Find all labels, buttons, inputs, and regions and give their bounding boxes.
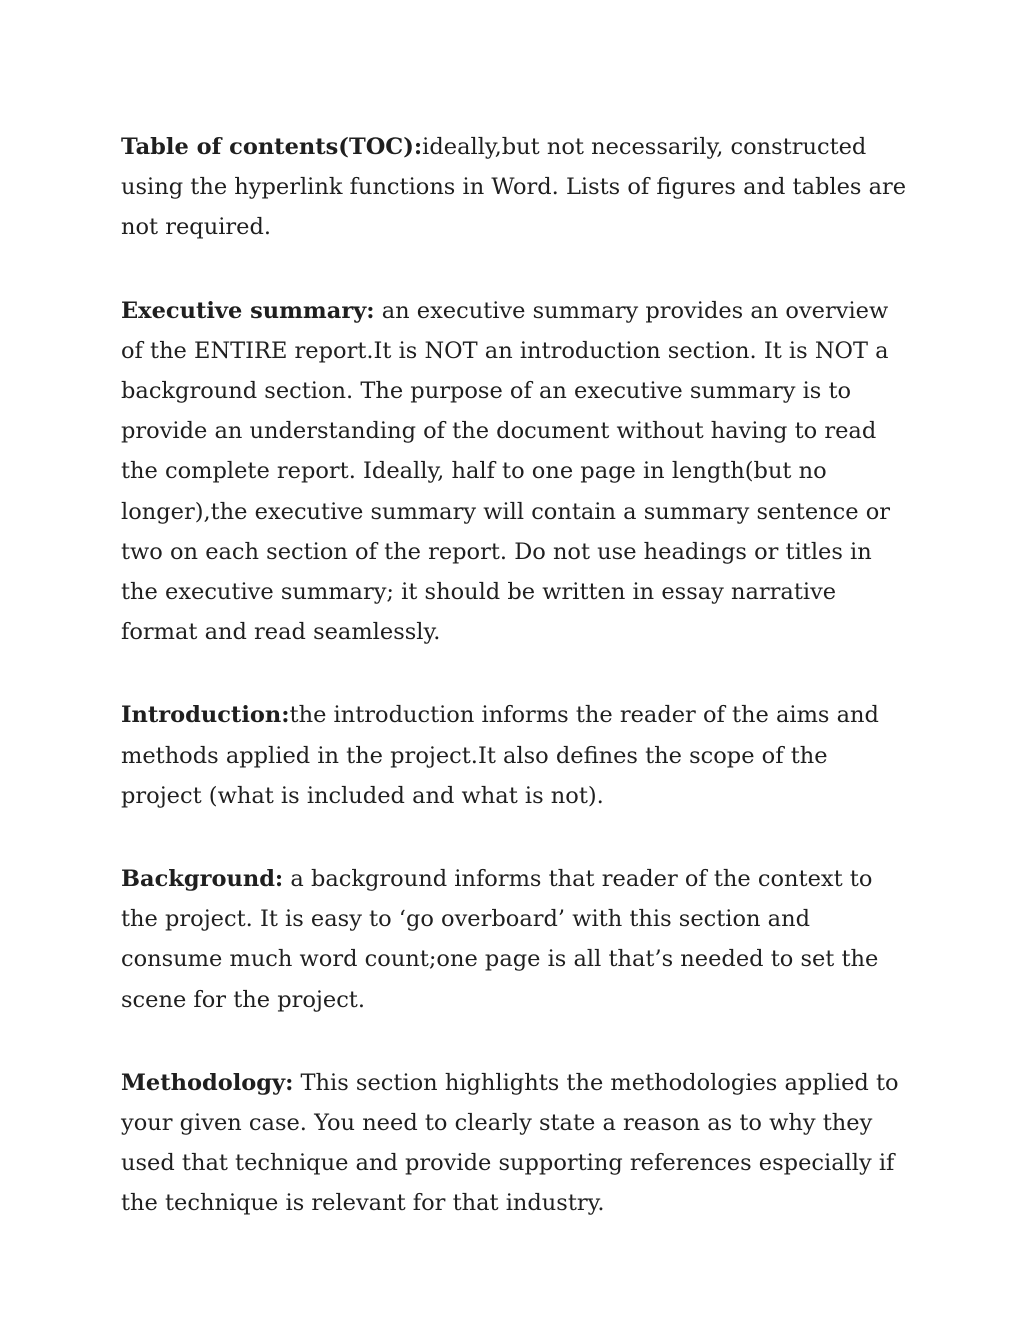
- section-methodology: [121, 1063, 911, 1224]
- section-text: a background informs that reader of the context to the project. It is easy to ‘go overboard’ with this section and consume much word count;one page is all that’s needed to set the scene for the project.: [121, 866, 879, 1013]
- section-table-of-contents: [121, 127, 911, 248]
- section-text: the introduction informs the reader of the aims and methods applied in the project.It also defines the scope of the project (what is included and what is not).: [121, 702, 879, 809]
- section-term: Introduction:: [121, 702, 290, 729]
- section-text: ideally,but not necessarily, constructed using the hyperlink functions in Word. Lists of figures and tables are not required.: [121, 134, 907, 241]
- section-introduction: [121, 695, 911, 816]
- section-background: [121, 859, 911, 1020]
- section-term: Executive summary:: [121, 297, 375, 324]
- section-text: This section highlights the methodologies applied to your given case. You need to clearly state a reason as to why they used that technique and provide supporting references especially if the technique is relevant for that industry.: [121, 1069, 899, 1217]
- section-term: Methodology:: [121, 1069, 294, 1096]
- section-executive-summary: [121, 291, 911, 653]
- section-text: an executive summary provides an overview of the ENTIRE report.It is NOT an introduction section. It is NOT a background section. The purpose of an executive summary is to provide an understanding of the document without having to read the complete report. Ideally, half to one page in length(but no longer),the executive summary will contain a summary sentence or two on each section of the report. Do not use headings or titles in the executive summary; it should be written in essay narrative format and read seamlessly.: [121, 297, 891, 646]
- document-body: [121, 127, 911, 1224]
- section-term: Table of contents(TOC):: [121, 134, 423, 160]
- section-term: Background:: [121, 866, 284, 893]
